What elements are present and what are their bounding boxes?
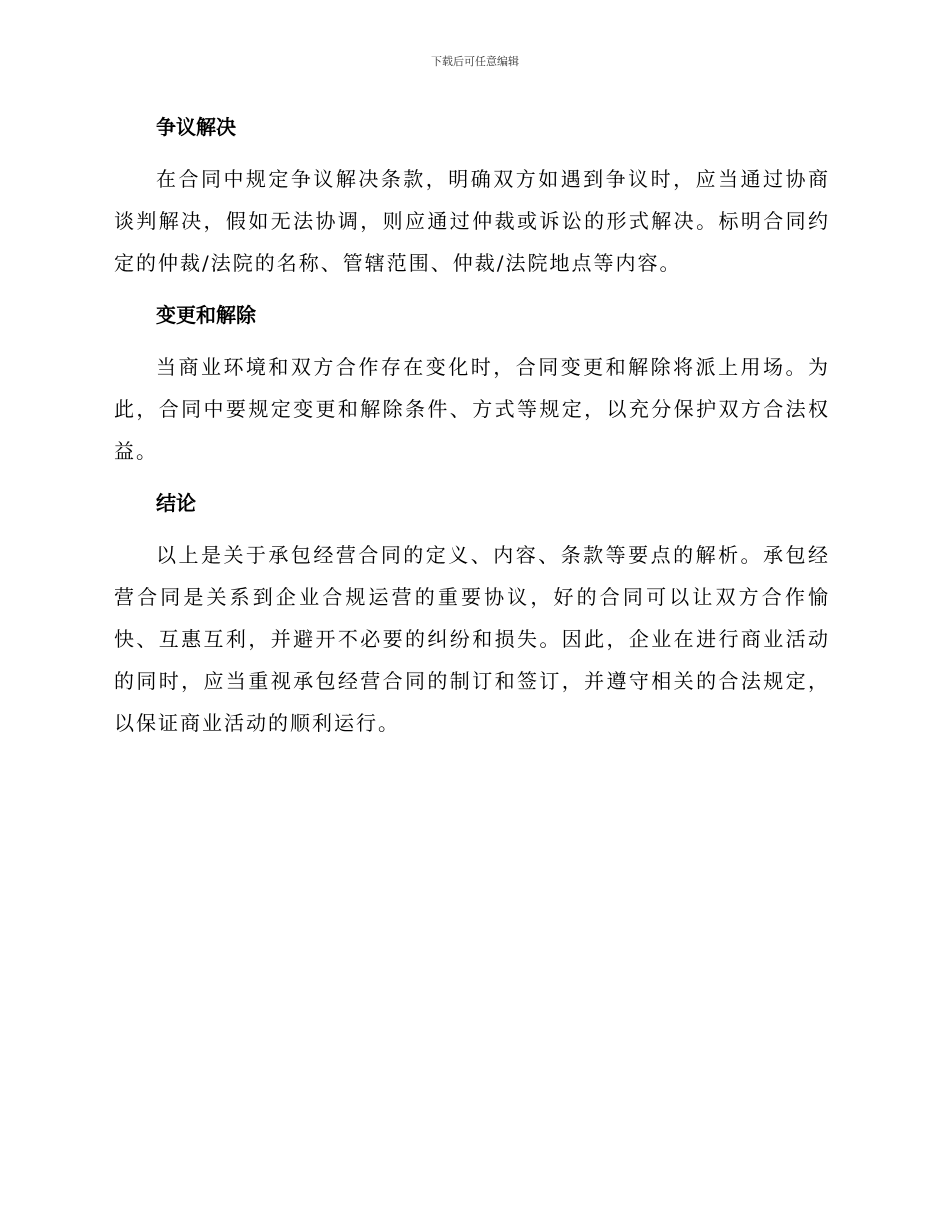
section-paragraph: 当商业环境和双方合作存在变化时，合同变更和解除将派上用场。为此，合同中要规定变更和解除条件、方式等规定，以充分保护双方合法权益。 (114, 355, 830, 463)
section-heading: 争议解决 (156, 115, 236, 139)
section-paragraph: 在合同中规定争议解决条款，明确双方如遇到争议时，应当通过协商谈判解决，假如无法协调，则应通过仲裁或诉讼的形式解决。标明合同约定的仲裁/法院的名称、管辖范围、仲裁/法院地点等内容。 (114, 167, 830, 275)
section-modification-termination (114, 298, 830, 472)
section-dispute-resolution (114, 110, 830, 284)
section-heading: 结论 (156, 491, 196, 515)
section-conclusion (114, 486, 830, 744)
page-header: 下载后可任意编辑 (431, 55, 519, 68)
document-body (114, 110, 830, 744)
section-heading: 变更和解除 (156, 303, 256, 327)
section-paragraph: 以上是关于承包经营合同的定义、内容、条款等要点的解析。承包经营合同是关系到企业合规运营的重要协议，好的合同可以让双方合作愉快、互惠互利，并避开不必要的纠纷和损失。因此，企业在进行商业活动的同时，应当重视承包经营合同的制订和签订，并遵守相关的合法规定，以保证商业活动的顺利运行。 (114, 543, 830, 735)
